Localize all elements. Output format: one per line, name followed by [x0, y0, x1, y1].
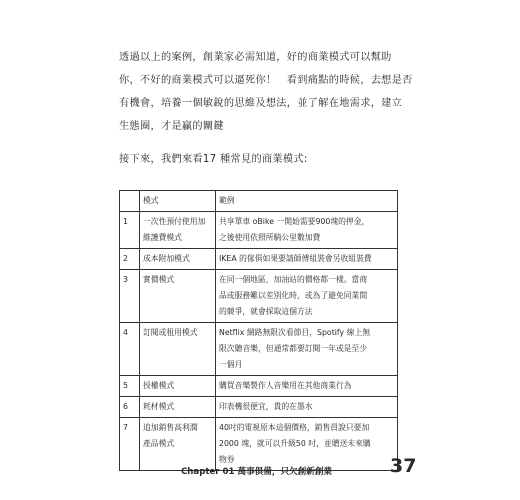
- table-row: [120, 270, 398, 323]
- model-name-line: 維護費模式: [143, 233, 182, 242]
- cell-model-name: [140, 323, 216, 376]
- cell-model-name: [140, 212, 216, 249]
- example-line: 共享單車 oBike 一開始需要900塊的押金，: [219, 217, 370, 226]
- model-name-line: 追加銷售高利潤: [143, 423, 198, 432]
- cell-model-name: [140, 249, 216, 270]
- model-name-line: 耗材模式: [143, 402, 175, 411]
- lead-sentence: 接下來，我們來看17 種常見的商業模式:: [119, 154, 308, 165]
- cell-example: [216, 249, 398, 270]
- model-name-line: 訂閱或租用模式: [143, 328, 198, 337]
- table-row: [120, 397, 398, 418]
- cell-example: [216, 270, 398, 323]
- table-row: [120, 323, 398, 376]
- cell-number: 5: [120, 376, 140, 397]
- header-cell-model: 模式: [140, 191, 216, 212]
- cell-example: [216, 323, 398, 376]
- table-row: [120, 249, 398, 270]
- cell-model-name: [140, 270, 216, 323]
- model-name-line: 產品模式: [143, 439, 175, 448]
- cell-model-name: [140, 376, 216, 397]
- table-header-row: [120, 191, 398, 212]
- cell-number: 2: [120, 249, 140, 270]
- cell-example: [216, 418, 398, 471]
- business-models-table: [119, 190, 398, 471]
- example-line: 印表機很便宜，貴的在墨水: [219, 402, 313, 411]
- model-name-line: 授權模式: [143, 381, 175, 390]
- table-row: [120, 418, 398, 471]
- example-line: 40吋的電視原本這個價格，銷售員說只要加: [219, 423, 370, 432]
- intro-line: 你，不好的商業模式可以逼死你！ 看到痛點的時候，去想是否: [119, 75, 413, 86]
- header-cell-example: 範例: [216, 191, 398, 212]
- page-number: 37: [390, 455, 417, 477]
- table-row: [120, 212, 398, 249]
- intro-line: 有機會，培養一個敏銳的思維及想法，並了解在地需求，建立: [119, 98, 403, 109]
- example-line: 2000 塊，就可以升級50 吋，並贈送未來購: [219, 439, 371, 448]
- chapter-footer-title: Chapter 01 萬事俱備，只欠創新創業: [181, 467, 333, 477]
- example-line: 之後使用依照所騎公里數加費: [219, 233, 321, 242]
- example-line: 物券: [219, 455, 235, 464]
- table-row: [120, 376, 398, 397]
- cell-number: 3: [120, 270, 140, 323]
- cell-model-name: [140, 397, 216, 418]
- intro-line: 透過以上的案例，創業家必需知道，好的商業模式可以幫助: [119, 52, 392, 63]
- model-name-line: 實價模式: [143, 275, 175, 284]
- example-line: 購買音樂製作人音樂用在其他商業行為: [219, 381, 352, 390]
- cell-example: [216, 376, 398, 397]
- example-line: 品或服務難以差別化時，或為了避免同業間: [219, 291, 368, 300]
- cell-number: 4: [120, 323, 140, 376]
- intro-paragraph: [119, 46, 419, 138]
- model-name-line: 成本附加模式: [143, 254, 190, 263]
- cell-example: [216, 212, 398, 249]
- example-line: 限次聽音樂，但通常都要訂閱一年或是至少: [219, 344, 368, 353]
- intro-line: 生態圈，才是贏的關鍵: [119, 121, 224, 132]
- example-line: 的競爭，就會採取這個方法: [219, 307, 313, 316]
- example-line: 一個月: [219, 360, 243, 369]
- cell-number: 6: [120, 397, 140, 418]
- example-line: Netflix 網路無限次看節目，Spotify 線上無: [219, 328, 371, 337]
- example-line: IKEA 的傢俱如果要請師傅組裝會另收組裝費: [219, 254, 372, 263]
- cell-number: 7: [120, 418, 140, 471]
- cell-example: [216, 397, 398, 418]
- example-line: 在同一個地區，加油站的價格都一樣。當商: [219, 275, 368, 284]
- header-cell-number: [120, 191, 140, 212]
- cell-model-name: [140, 418, 216, 471]
- cell-number: 1: [120, 212, 140, 249]
- model-name-line: 一次性預付使用加: [143, 217, 206, 226]
